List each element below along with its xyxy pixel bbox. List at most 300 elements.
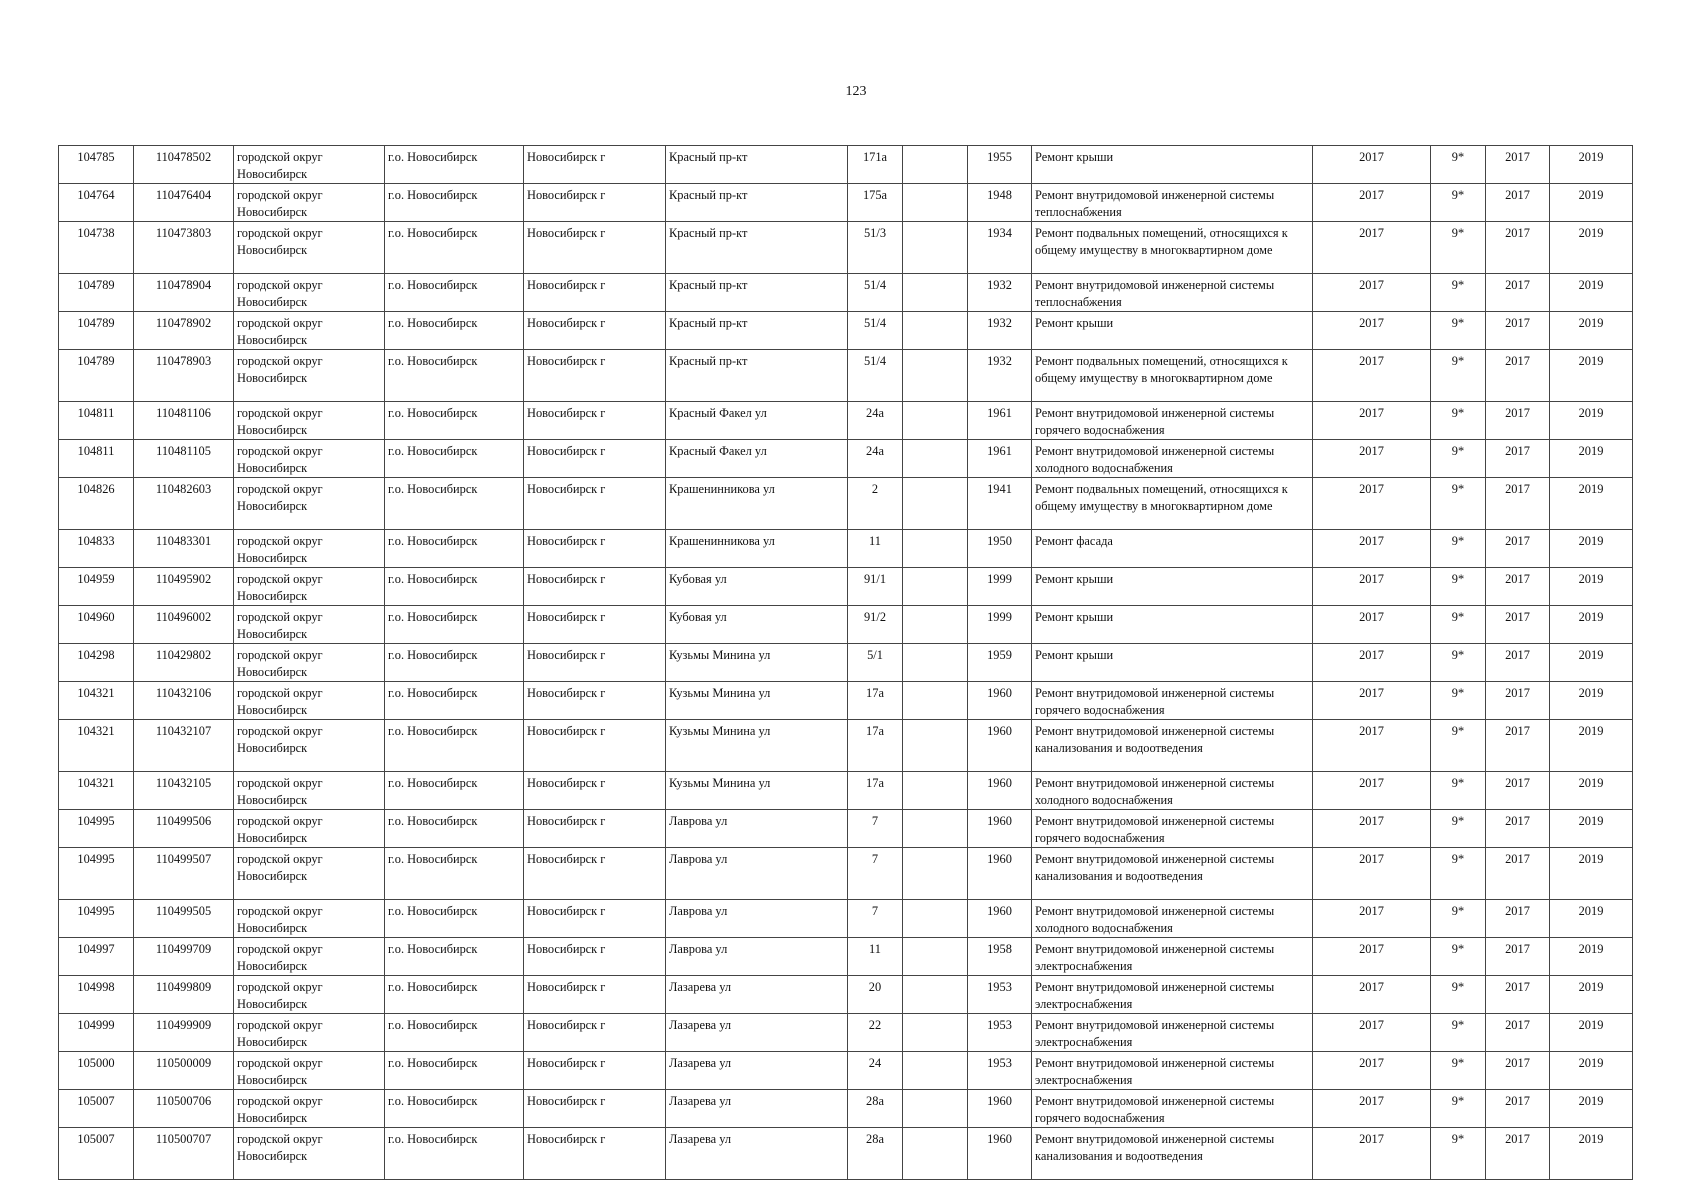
cell-build-year: 1960 (968, 810, 1032, 848)
cell-municipality: городской округ Новосибирск (234, 184, 385, 222)
cell-work-type: Ремонт подвальных помещений, относящихся к общему имуществу в многоквартирном доме (1032, 222, 1313, 274)
table-row (59, 720, 1633, 772)
cell-start-year: 2017 (1486, 1052, 1550, 1090)
cell-municipality: городской округ Новосибирск (234, 682, 385, 720)
cell-record-id: 104998 (59, 976, 134, 1014)
cell-build-year: 1960 (968, 1090, 1032, 1128)
cell-house-number: 5/1 (848, 644, 903, 682)
cell-municipality: городской округ Новосибирск (234, 644, 385, 682)
cell-district: г.о. Новосибирск (385, 848, 524, 900)
cell-house-number: 28а (848, 1128, 903, 1180)
cell-street: Лазарева ул (666, 976, 848, 1014)
cell-plan-year: 2017 (1313, 568, 1431, 606)
cell-plan-year: 2017 (1313, 274, 1431, 312)
cell-record-id: 105000 (59, 1052, 134, 1090)
cell-district: г.о. Новосибирск (385, 1014, 524, 1052)
cell-house-number: 2 (848, 478, 903, 530)
cell-build-year: 1932 (968, 312, 1032, 350)
cell-district: г.о. Новосибирск (385, 1128, 524, 1180)
cell-municipality: городской округ Новосибирск (234, 772, 385, 810)
cell-end-year: 2019 (1550, 720, 1633, 772)
cell-category: 9* (1431, 274, 1486, 312)
cell-street: Красный пр-кт (666, 312, 848, 350)
cell-work-id: 110432106 (134, 682, 234, 720)
cell-house-number: 91/1 (848, 568, 903, 606)
cell-district: г.о. Новосибирск (385, 146, 524, 184)
cell-work-id: 110499505 (134, 900, 234, 938)
cell-district: г.о. Новосибирск (385, 312, 524, 350)
table-row (59, 478, 1633, 530)
cell-street: Кузьмы Минина ул (666, 720, 848, 772)
table-row (59, 644, 1633, 682)
cell-start-year: 2017 (1486, 938, 1550, 976)
cell-house-number: 28а (848, 1090, 903, 1128)
cell-locality: Новосибирск г (524, 720, 666, 772)
cell-housing-extra (903, 606, 968, 644)
cell-work-id: 110500706 (134, 1090, 234, 1128)
cell-work-type: Ремонт внутридомовой инженерной системы канализования и водоотведения (1032, 848, 1313, 900)
cell-record-id: 104995 (59, 810, 134, 848)
table-row (59, 350, 1633, 402)
cell-start-year: 2017 (1486, 402, 1550, 440)
cell-street: Красный пр-кт (666, 274, 848, 312)
cell-work-id: 110429802 (134, 644, 234, 682)
cell-plan-year: 2017 (1313, 772, 1431, 810)
cell-house-number: 17а (848, 720, 903, 772)
cell-district: г.о. Новосибирск (385, 184, 524, 222)
cell-plan-year: 2017 (1313, 530, 1431, 568)
cell-work-type: Ремонт крыши (1032, 146, 1313, 184)
cell-work-id: 110478902 (134, 312, 234, 350)
table-row (59, 810, 1633, 848)
cell-start-year: 2017 (1486, 644, 1550, 682)
cell-record-id: 105007 (59, 1090, 134, 1128)
cell-build-year: 1953 (968, 1014, 1032, 1052)
cell-plan-year: 2017 (1313, 1052, 1431, 1090)
cell-start-year: 2017 (1486, 274, 1550, 312)
cell-housing-extra (903, 976, 968, 1014)
cell-start-year: 2017 (1486, 810, 1550, 848)
cell-build-year: 1999 (968, 568, 1032, 606)
cell-street: Лазарева ул (666, 1090, 848, 1128)
cell-end-year: 2019 (1550, 644, 1633, 682)
cell-street: Красный пр-кт (666, 222, 848, 274)
cell-housing-extra (903, 1014, 968, 1052)
cell-end-year: 2019 (1550, 1090, 1633, 1128)
cell-record-id: 104811 (59, 402, 134, 440)
cell-category: 9* (1431, 644, 1486, 682)
cell-record-id: 104785 (59, 146, 134, 184)
cell-municipality: городской округ Новосибирск (234, 720, 385, 772)
cell-plan-year: 2017 (1313, 146, 1431, 184)
cell-category: 9* (1431, 146, 1486, 184)
cell-category: 9* (1431, 478, 1486, 530)
cell-street: Кузьмы Минина ул (666, 644, 848, 682)
cell-plan-year: 2017 (1313, 938, 1431, 976)
cell-locality: Новосибирск г (524, 810, 666, 848)
cell-street: Красный Факел ул (666, 402, 848, 440)
cell-housing-extra (903, 938, 968, 976)
cell-work-id: 110478903 (134, 350, 234, 402)
cell-plan-year: 2017 (1313, 644, 1431, 682)
cell-record-id: 104764 (59, 184, 134, 222)
cell-district: г.о. Новосибирск (385, 350, 524, 402)
cell-plan-year: 2017 (1313, 1014, 1431, 1052)
cell-house-number: 20 (848, 976, 903, 1014)
cell-build-year: 1941 (968, 478, 1032, 530)
cell-record-id: 104789 (59, 312, 134, 350)
cell-housing-extra (903, 402, 968, 440)
cell-municipality: городской округ Новосибирск (234, 976, 385, 1014)
cell-work-type: Ремонт фасада (1032, 530, 1313, 568)
cell-locality: Новосибирск г (524, 1052, 666, 1090)
cell-category: 9* (1431, 1052, 1486, 1090)
cell-start-year: 2017 (1486, 900, 1550, 938)
cell-work-id: 110499809 (134, 976, 234, 1014)
cell-street: Лаврова ул (666, 938, 848, 976)
cell-work-id: 110500707 (134, 1128, 234, 1180)
cell-locality: Новосибирск г (524, 1128, 666, 1180)
cell-locality: Новосибирск г (524, 848, 666, 900)
cell-street: Красный пр-кт (666, 184, 848, 222)
cell-housing-extra (903, 184, 968, 222)
table-row (59, 1052, 1633, 1090)
table-row (59, 312, 1633, 350)
cell-locality: Новосибирск г (524, 402, 666, 440)
cell-work-type: Ремонт внутридомовой инженерной системы электроснабжения (1032, 976, 1313, 1014)
cell-category: 9* (1431, 530, 1486, 568)
cell-build-year: 1959 (968, 644, 1032, 682)
cell-work-id: 110499507 (134, 848, 234, 900)
cell-build-year: 1960 (968, 682, 1032, 720)
cell-plan-year: 2017 (1313, 312, 1431, 350)
cell-house-number: 17а (848, 682, 903, 720)
cell-category: 9* (1431, 810, 1486, 848)
cell-housing-extra (903, 682, 968, 720)
table-row (59, 222, 1633, 274)
cell-start-year: 2017 (1486, 848, 1550, 900)
cell-house-number: 7 (848, 810, 903, 848)
cell-work-id: 110482603 (134, 478, 234, 530)
cell-housing-extra (903, 810, 968, 848)
cell-category: 9* (1431, 682, 1486, 720)
registry-body (59, 146, 1633, 1180)
cell-work-type: Ремонт внутридомовой инженерной системы холодного водоснабжения (1032, 772, 1313, 810)
cell-build-year: 1958 (968, 938, 1032, 976)
cell-end-year: 2019 (1550, 1128, 1633, 1180)
cell-build-year: 1960 (968, 900, 1032, 938)
cell-housing-extra (903, 312, 968, 350)
cell-locality: Новосибирск г (524, 530, 666, 568)
cell-category: 9* (1431, 402, 1486, 440)
cell-locality: Новосибирск г (524, 146, 666, 184)
registry-table (58, 145, 1633, 1180)
table-row (59, 848, 1633, 900)
table-row (59, 440, 1633, 478)
cell-house-number: 24 (848, 1052, 903, 1090)
cell-work-type: Ремонт внутридомовой инженерной системы теплоснабжения (1032, 274, 1313, 312)
cell-start-year: 2017 (1486, 478, 1550, 530)
cell-work-id: 110483301 (134, 530, 234, 568)
cell-work-type: Ремонт внутридомовой инженерной системы канализования и водоотведения (1032, 1128, 1313, 1180)
cell-category: 9* (1431, 772, 1486, 810)
cell-start-year: 2017 (1486, 350, 1550, 402)
cell-build-year: 1948 (968, 184, 1032, 222)
cell-locality: Новосибирск г (524, 274, 666, 312)
cell-end-year: 2019 (1550, 568, 1633, 606)
cell-street: Кузьмы Минина ул (666, 772, 848, 810)
table-row (59, 976, 1633, 1014)
cell-district: г.о. Новосибирск (385, 938, 524, 976)
cell-municipality: городской округ Новосибирск (234, 350, 385, 402)
cell-build-year: 1955 (968, 146, 1032, 184)
cell-work-type: Ремонт внутридомовой инженерной системы холодного водоснабжения (1032, 440, 1313, 478)
cell-locality: Новосибирск г (524, 644, 666, 682)
cell-housing-extra (903, 848, 968, 900)
table-row (59, 1128, 1633, 1180)
cell-municipality: городской округ Новосибирск (234, 1052, 385, 1090)
cell-locality: Новосибирск г (524, 976, 666, 1014)
cell-locality: Новосибирск г (524, 772, 666, 810)
cell-work-id: 110432105 (134, 772, 234, 810)
cell-municipality: городской округ Новосибирск (234, 478, 385, 530)
cell-locality: Новосибирск г (524, 606, 666, 644)
cell-category: 9* (1431, 976, 1486, 1014)
cell-municipality: городской округ Новосибирск (234, 810, 385, 848)
cell-municipality: городской округ Новосибирск (234, 1090, 385, 1128)
cell-house-number: 24а (848, 402, 903, 440)
cell-start-year: 2017 (1486, 440, 1550, 478)
cell-work-type: Ремонт внутридомовой инженерной системы электроснабжения (1032, 938, 1313, 976)
cell-district: г.о. Новосибирск (385, 644, 524, 682)
cell-locality: Новосибирск г (524, 938, 666, 976)
cell-start-year: 2017 (1486, 1014, 1550, 1052)
cell-category: 9* (1431, 900, 1486, 938)
cell-housing-extra (903, 530, 968, 568)
cell-end-year: 2019 (1550, 938, 1633, 976)
cell-locality: Новосибирск г (524, 222, 666, 274)
cell-housing-extra (903, 478, 968, 530)
cell-housing-extra (903, 1052, 968, 1090)
cell-work-type: Ремонт внутридомовой инженерной системы электроснабжения (1032, 1052, 1313, 1090)
cell-build-year: 1932 (968, 350, 1032, 402)
cell-housing-extra (903, 350, 968, 402)
cell-street: Кубовая ул (666, 568, 848, 606)
cell-build-year: 1999 (968, 606, 1032, 644)
cell-housing-extra (903, 644, 968, 682)
cell-build-year: 1960 (968, 720, 1032, 772)
cell-housing-extra (903, 720, 968, 772)
table-row (59, 606, 1633, 644)
cell-municipality: городской округ Новосибирск (234, 1014, 385, 1052)
cell-district: г.о. Новосибирск (385, 274, 524, 312)
table-row (59, 402, 1633, 440)
cell-end-year: 2019 (1550, 530, 1633, 568)
cell-plan-year: 2017 (1313, 478, 1431, 530)
table-row (59, 568, 1633, 606)
cell-end-year: 2019 (1550, 1014, 1633, 1052)
cell-street: Лазарева ул (666, 1014, 848, 1052)
cell-category: 9* (1431, 350, 1486, 402)
cell-category: 9* (1431, 720, 1486, 772)
cell-locality: Новосибирск г (524, 1090, 666, 1128)
cell-end-year: 2019 (1550, 350, 1633, 402)
cell-work-type: Ремонт внутридомовой инженерной системы горячего водоснабжения (1032, 1090, 1313, 1128)
cell-start-year: 2017 (1486, 222, 1550, 274)
cell-category: 9* (1431, 1014, 1486, 1052)
cell-record-id: 104321 (59, 772, 134, 810)
cell-locality: Новосибирск г (524, 184, 666, 222)
cell-house-number: 51/4 (848, 350, 903, 402)
cell-plan-year: 2017 (1313, 976, 1431, 1014)
cell-end-year: 2019 (1550, 184, 1633, 222)
cell-build-year: 1950 (968, 530, 1032, 568)
cell-street: Крашенинникова ул (666, 478, 848, 530)
cell-start-year: 2017 (1486, 606, 1550, 644)
cell-municipality: городской округ Новосибирск (234, 222, 385, 274)
cell-record-id: 104738 (59, 222, 134, 274)
cell-municipality: городской округ Новосибирск (234, 568, 385, 606)
cell-work-type: Ремонт внутридомовой инженерной системы горячего водоснабжения (1032, 402, 1313, 440)
cell-housing-extra (903, 440, 968, 478)
cell-municipality: городской округ Новосибирск (234, 440, 385, 478)
cell-work-id: 110481106 (134, 402, 234, 440)
cell-build-year: 1953 (968, 1052, 1032, 1090)
cell-build-year: 1960 (968, 1128, 1032, 1180)
cell-end-year: 2019 (1550, 810, 1633, 848)
cell-street: Кузьмы Минина ул (666, 682, 848, 720)
cell-street: Кубовая ул (666, 606, 848, 644)
cell-street: Красный Факел ул (666, 440, 848, 478)
cell-work-type: Ремонт внутридомовой инженерной системы горячего водоснабжения (1032, 810, 1313, 848)
cell-house-number: 22 (848, 1014, 903, 1052)
cell-street: Красный пр-кт (666, 350, 848, 402)
cell-end-year: 2019 (1550, 440, 1633, 478)
cell-start-year: 2017 (1486, 772, 1550, 810)
cell-district: г.о. Новосибирск (385, 440, 524, 478)
cell-house-number: 175а (848, 184, 903, 222)
cell-house-number: 11 (848, 938, 903, 976)
cell-category: 9* (1431, 1090, 1486, 1128)
cell-street: Лазарева ул (666, 1052, 848, 1090)
cell-work-type: Ремонт подвальных помещений, относящихся к общему имуществу в многоквартирном доме (1032, 478, 1313, 530)
cell-plan-year: 2017 (1313, 1090, 1431, 1128)
table-row (59, 1090, 1633, 1128)
cell-municipality: городской округ Новосибирск (234, 848, 385, 900)
cell-district: г.о. Новосибирск (385, 606, 524, 644)
cell-house-number: 91/2 (848, 606, 903, 644)
cell-housing-extra (903, 222, 968, 274)
cell-end-year: 2019 (1550, 478, 1633, 530)
cell-end-year: 2019 (1550, 900, 1633, 938)
cell-start-year: 2017 (1486, 184, 1550, 222)
cell-start-year: 2017 (1486, 568, 1550, 606)
cell-work-type: Ремонт внутридомовой инженерной системы теплоснабжения (1032, 184, 1313, 222)
cell-record-id: 104321 (59, 720, 134, 772)
cell-plan-year: 2017 (1313, 720, 1431, 772)
cell-record-id: 104833 (59, 530, 134, 568)
cell-build-year: 1960 (968, 848, 1032, 900)
cell-build-year: 1960 (968, 772, 1032, 810)
cell-district: г.о. Новосибирск (385, 772, 524, 810)
cell-house-number: 17а (848, 772, 903, 810)
cell-work-id: 110478904 (134, 274, 234, 312)
cell-district: г.о. Новосибирск (385, 976, 524, 1014)
cell-end-year: 2019 (1550, 772, 1633, 810)
cell-municipality: городской округ Новосибирск (234, 606, 385, 644)
cell-municipality: городской округ Новосибирск (234, 1128, 385, 1180)
cell-house-number: 11 (848, 530, 903, 568)
table-row (59, 146, 1633, 184)
cell-plan-year: 2017 (1313, 848, 1431, 900)
cell-plan-year: 2017 (1313, 810, 1431, 848)
cell-district: г.о. Новосибирск (385, 402, 524, 440)
cell-record-id: 104298 (59, 644, 134, 682)
cell-municipality: городской округ Новосибирск (234, 402, 385, 440)
cell-record-id: 104321 (59, 682, 134, 720)
cell-locality: Новосибирск г (524, 440, 666, 478)
cell-street: Лаврова ул (666, 810, 848, 848)
cell-locality: Новосибирск г (524, 900, 666, 938)
cell-work-type: Ремонт крыши (1032, 644, 1313, 682)
cell-plan-year: 2017 (1313, 184, 1431, 222)
cell-street: Лаврова ул (666, 900, 848, 938)
cell-district: г.о. Новосибирск (385, 810, 524, 848)
cell-build-year: 1934 (968, 222, 1032, 274)
cell-district: г.о. Новосибирск (385, 720, 524, 772)
cell-end-year: 2019 (1550, 606, 1633, 644)
cell-work-id: 110476404 (134, 184, 234, 222)
cell-category: 9* (1431, 568, 1486, 606)
cell-plan-year: 2017 (1313, 350, 1431, 402)
table-row (59, 938, 1633, 976)
cell-district: г.о. Новосибирск (385, 222, 524, 274)
cell-plan-year: 2017 (1313, 682, 1431, 720)
cell-plan-year: 2017 (1313, 440, 1431, 478)
cell-start-year: 2017 (1486, 1090, 1550, 1128)
cell-house-number: 7 (848, 848, 903, 900)
cell-district: г.о. Новосибирск (385, 682, 524, 720)
cell-record-id: 104789 (59, 274, 134, 312)
cell-housing-extra (903, 146, 968, 184)
cell-district: г.о. Новосибирск (385, 1090, 524, 1128)
cell-house-number: 24а (848, 440, 903, 478)
cell-start-year: 2017 (1486, 1128, 1550, 1180)
cell-housing-extra (903, 772, 968, 810)
table-row (59, 274, 1633, 312)
cell-end-year: 2019 (1550, 682, 1633, 720)
cell-start-year: 2017 (1486, 530, 1550, 568)
cell-locality: Новосибирск г (524, 478, 666, 530)
table-row (59, 772, 1633, 810)
cell-work-id: 110481105 (134, 440, 234, 478)
cell-end-year: 2019 (1550, 402, 1633, 440)
cell-end-year: 2019 (1550, 312, 1633, 350)
cell-municipality: городской округ Новосибирск (234, 900, 385, 938)
cell-work-type: Ремонт крыши (1032, 568, 1313, 606)
cell-category: 9* (1431, 848, 1486, 900)
cell-category: 9* (1431, 1128, 1486, 1180)
cell-work-id: 110500009 (134, 1052, 234, 1090)
cell-end-year: 2019 (1550, 274, 1633, 312)
cell-start-year: 2017 (1486, 312, 1550, 350)
cell-work-type: Ремонт крыши (1032, 606, 1313, 644)
cell-record-id: 104789 (59, 350, 134, 402)
cell-work-id: 110499909 (134, 1014, 234, 1052)
cell-district: г.о. Новосибирск (385, 1052, 524, 1090)
cell-record-id: 104826 (59, 478, 134, 530)
cell-district: г.о. Новосибирск (385, 530, 524, 568)
